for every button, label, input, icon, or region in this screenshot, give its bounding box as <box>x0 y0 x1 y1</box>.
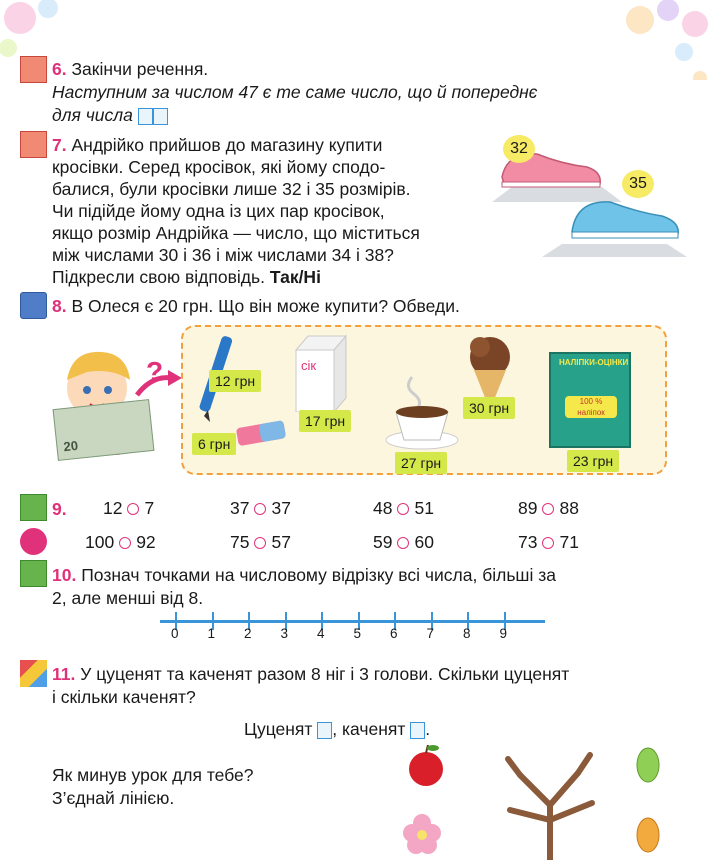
task7-line: балися, були кросівки лише 32 і 35 розмірів. <box>52 179 411 199</box>
reflection-line1: Як минув урок для тебе? <box>52 765 254 785</box>
task8-text: В Олеся є 20 грн. Що він може купити? Обведи. <box>71 296 460 316</box>
number-line-label: 7 <box>426 626 435 641</box>
price-juice: 17 грн <box>299 410 351 432</box>
price-book: 23 грн <box>567 450 619 472</box>
compare-right: 71 <box>559 532 579 552</box>
task7-last <box>52 266 482 288</box>
green-leaf-icon <box>637 748 659 782</box>
number-line-label: 1 <box>207 626 216 641</box>
compare-item <box>230 532 291 553</box>
number-line-label: 4 <box>317 626 325 641</box>
number-line-label: 6 <box>390 626 398 641</box>
size-badge: 32 <box>503 135 535 163</box>
size-badge: 35 <box>622 170 654 198</box>
compare-left: 59 <box>373 532 393 552</box>
compare-left: 48 <box>373 498 393 518</box>
coffee-cup-icon[interactable] <box>382 372 462 452</box>
compare-sign-circle[interactable] <box>127 503 139 515</box>
task6-line2 <box>52 104 168 126</box>
juice-label: сік <box>301 358 317 373</box>
task-title: Закінчи речення. <box>71 59 209 79</box>
number-line-label: 3 <box>280 626 289 641</box>
compare-left: 75 <box>230 532 250 552</box>
home-icon <box>20 560 47 587</box>
banknote <box>53 399 155 461</box>
star-icon <box>20 131 47 158</box>
brain-icon <box>20 528 47 555</box>
task6 <box>52 58 208 80</box>
banknote-value: 20 <box>62 437 79 455</box>
task11-line2: і скільки каченят? <box>52 687 196 707</box>
compare-sign-circle[interactable] <box>542 503 554 515</box>
ducklings-label: , каченят <box>332 719 406 739</box>
compare-sign-circle[interactable] <box>254 537 266 549</box>
compare-right: 92 <box>136 532 156 552</box>
ducklings-answer-box[interactable] <box>410 722 425 739</box>
star-icon <box>20 56 47 83</box>
compare-sign-circle[interactable] <box>119 537 131 549</box>
tree-icon <box>508 755 592 860</box>
task11-line1: У цуценят та каченят разом 8 ніг і 3 голови. Скільки цуценят <box>80 664 570 684</box>
number-line[interactable] <box>160 620 545 623</box>
compare-right: 37 <box>271 498 291 518</box>
reflection-pictures <box>400 745 700 860</box>
compare-left: 12 <box>103 498 123 518</box>
task6-line2-text: для числа <box>52 105 133 125</box>
task7-line: Чи підійде йому одна із цих пар кросівок, <box>52 201 385 221</box>
book-subtitle: 100 % наліпок <box>565 396 617 418</box>
digit-box[interactable] <box>153 108 168 125</box>
orange-leaf-icon <box>637 818 659 852</box>
task-number: 9. <box>52 499 67 519</box>
task7-instruction: Підкресли свою відповідь. <box>52 267 265 287</box>
task7-line: між числами 30 і 36 і між числами 34 і 38? <box>52 245 394 265</box>
number-line-label: 9 <box>499 626 508 641</box>
task11 <box>52 663 569 685</box>
task7-line: якщо розмір Андрійка — число, що міститься <box>52 223 420 243</box>
compare-sign-circle[interactable] <box>397 503 409 515</box>
task10 <box>52 564 556 586</box>
task-number: 11. <box>52 664 76 684</box>
task7-line <box>52 134 482 156</box>
compare-sign-circle[interactable] <box>254 503 266 515</box>
compare-right: 51 <box>414 498 434 518</box>
book-icon <box>20 292 47 319</box>
home-icon <box>20 494 47 521</box>
task-number: 6. <box>52 59 67 79</box>
number-line-label: 5 <box>353 626 362 641</box>
answer-choice[interactable]: Так/Ні <box>269 267 321 287</box>
task9 <box>52 498 67 520</box>
task10-line1: Познач точками на числовому відрізку всі числа, більші за <box>81 565 556 585</box>
compare-left: 37 <box>230 498 250 518</box>
compare-right: 60 <box>414 532 434 552</box>
number-line-label: 8 <box>463 626 471 641</box>
digit-box[interactable] <box>138 108 153 125</box>
compare-left: 100 <box>85 532 115 552</box>
compare-right: 57 <box>271 532 291 552</box>
task-number: 8. <box>52 296 67 316</box>
compare-item <box>103 498 154 519</box>
task7-line: кросівки. Серед кросівок, які йому сподо- <box>52 157 386 177</box>
compare-right: 88 <box>559 498 579 518</box>
task6-line1: Наступним за числом 47 є те саме число, що й попереднє <box>52 82 538 102</box>
puppies-answer-box[interactable] <box>317 722 332 739</box>
compare-item <box>518 498 579 519</box>
price-coffee: 27 грн <box>395 452 447 474</box>
sticker-book-icon[interactable] <box>549 352 631 448</box>
compare-item <box>373 532 434 553</box>
reflection-line2: З’єднай лінією. <box>52 788 175 808</box>
compare-left: 89 <box>518 498 538 518</box>
eraser-icon[interactable] <box>232 418 292 448</box>
price-pen: 12 грн <box>209 370 261 392</box>
question-mark: ? <box>146 356 164 387</box>
task10-line2: 2, але менші від 8. <box>52 588 204 608</box>
compare-right: 7 <box>144 498 155 518</box>
compare-item <box>230 498 291 519</box>
puppies-label: Цуценят <box>244 719 313 739</box>
task-number: 7. <box>52 135 67 155</box>
task7-line-text: Андрійко прийшов до магазину купити <box>71 135 383 155</box>
task7 <box>52 134 482 288</box>
answer-end: . <box>425 719 431 739</box>
task11-answer <box>244 718 430 740</box>
compare-item <box>85 532 156 553</box>
number-line-label: 2 <box>244 626 252 641</box>
apple-icon <box>409 745 443 786</box>
price-eraser: 6 грн <box>192 433 236 455</box>
price-icecream: 30 грн <box>463 397 515 419</box>
rubik-cube-icon <box>20 660 47 687</box>
compare-sign-circle[interactable] <box>397 537 409 549</box>
compare-item <box>518 532 579 553</box>
compare-left: 73 <box>518 532 538 552</box>
juice-box-icon[interactable] <box>284 332 354 412</box>
task-number: 10. <box>52 565 77 585</box>
compare-sign-circle[interactable] <box>542 537 554 549</box>
compare-item <box>373 498 434 519</box>
flower-icon <box>403 814 441 854</box>
number-line-label: 0 <box>171 626 179 641</box>
book-title: НАЛІПКИ-ОЦІНКИ <box>559 358 629 367</box>
task8 <box>52 295 460 317</box>
